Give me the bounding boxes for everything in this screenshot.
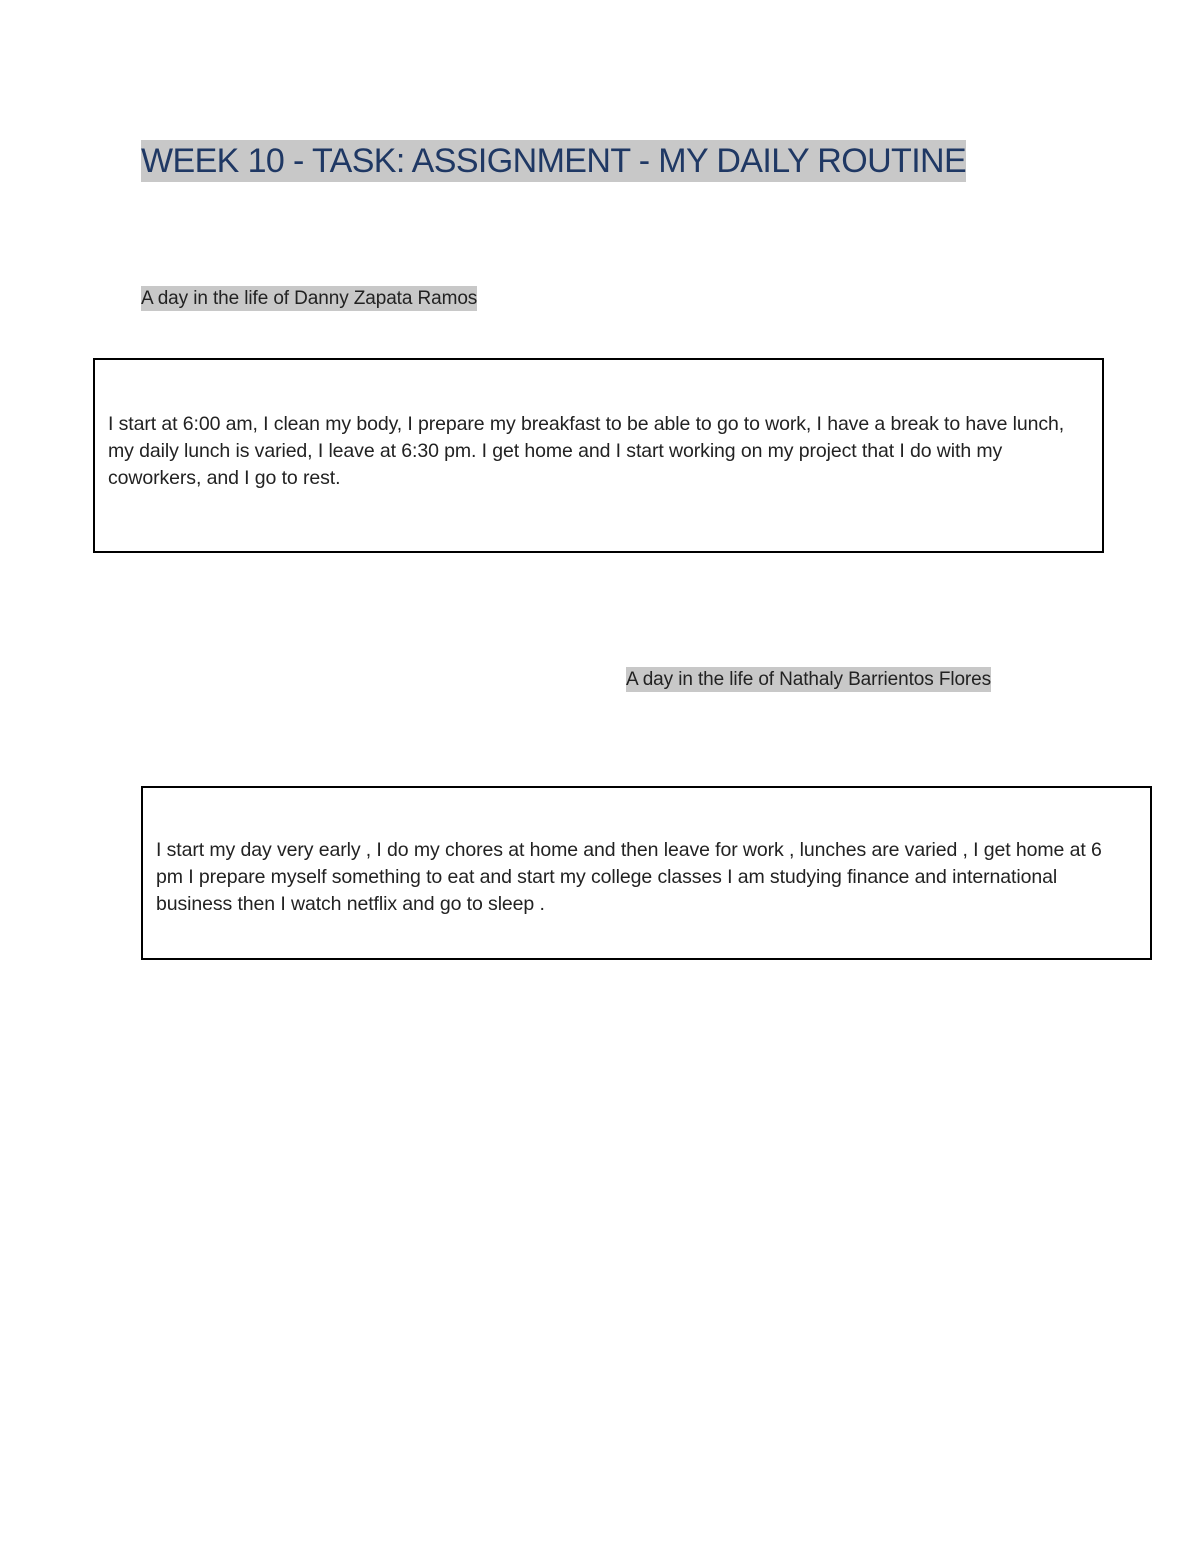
section-body-danny: I start at 6:00 am, I clean my body, I prepare my breakfast to be able to go to work, I have a break to have lunch, my daily lunch is varied, I leave at 6:30 pm. I get home and I start working on my project that I do with my coworkers, and I go to rest. — [108, 413, 1065, 489]
page-title: WEEK 10 - TASK: ASSIGNMENT - MY DAILY ROUTINE — [141, 142, 967, 180]
text-box-danny — [93, 358, 1104, 553]
section-heading-nathaly: A day in the life of Nathaly Barrientos Flores — [626, 669, 992, 690]
section-heading-danny: A day in the life of Danny Zapata Ramos — [141, 288, 478, 309]
section-body-nathaly: I start my day very early , I do my chores at home and then leave for work , lunches are varied , I get home at 6 pm I prepare myself something to eat and start my college classes I am studying finance and international business then I watch netflix and go to sleep . — [156, 839, 1102, 915]
text-box-nathaly — [141, 786, 1152, 960]
